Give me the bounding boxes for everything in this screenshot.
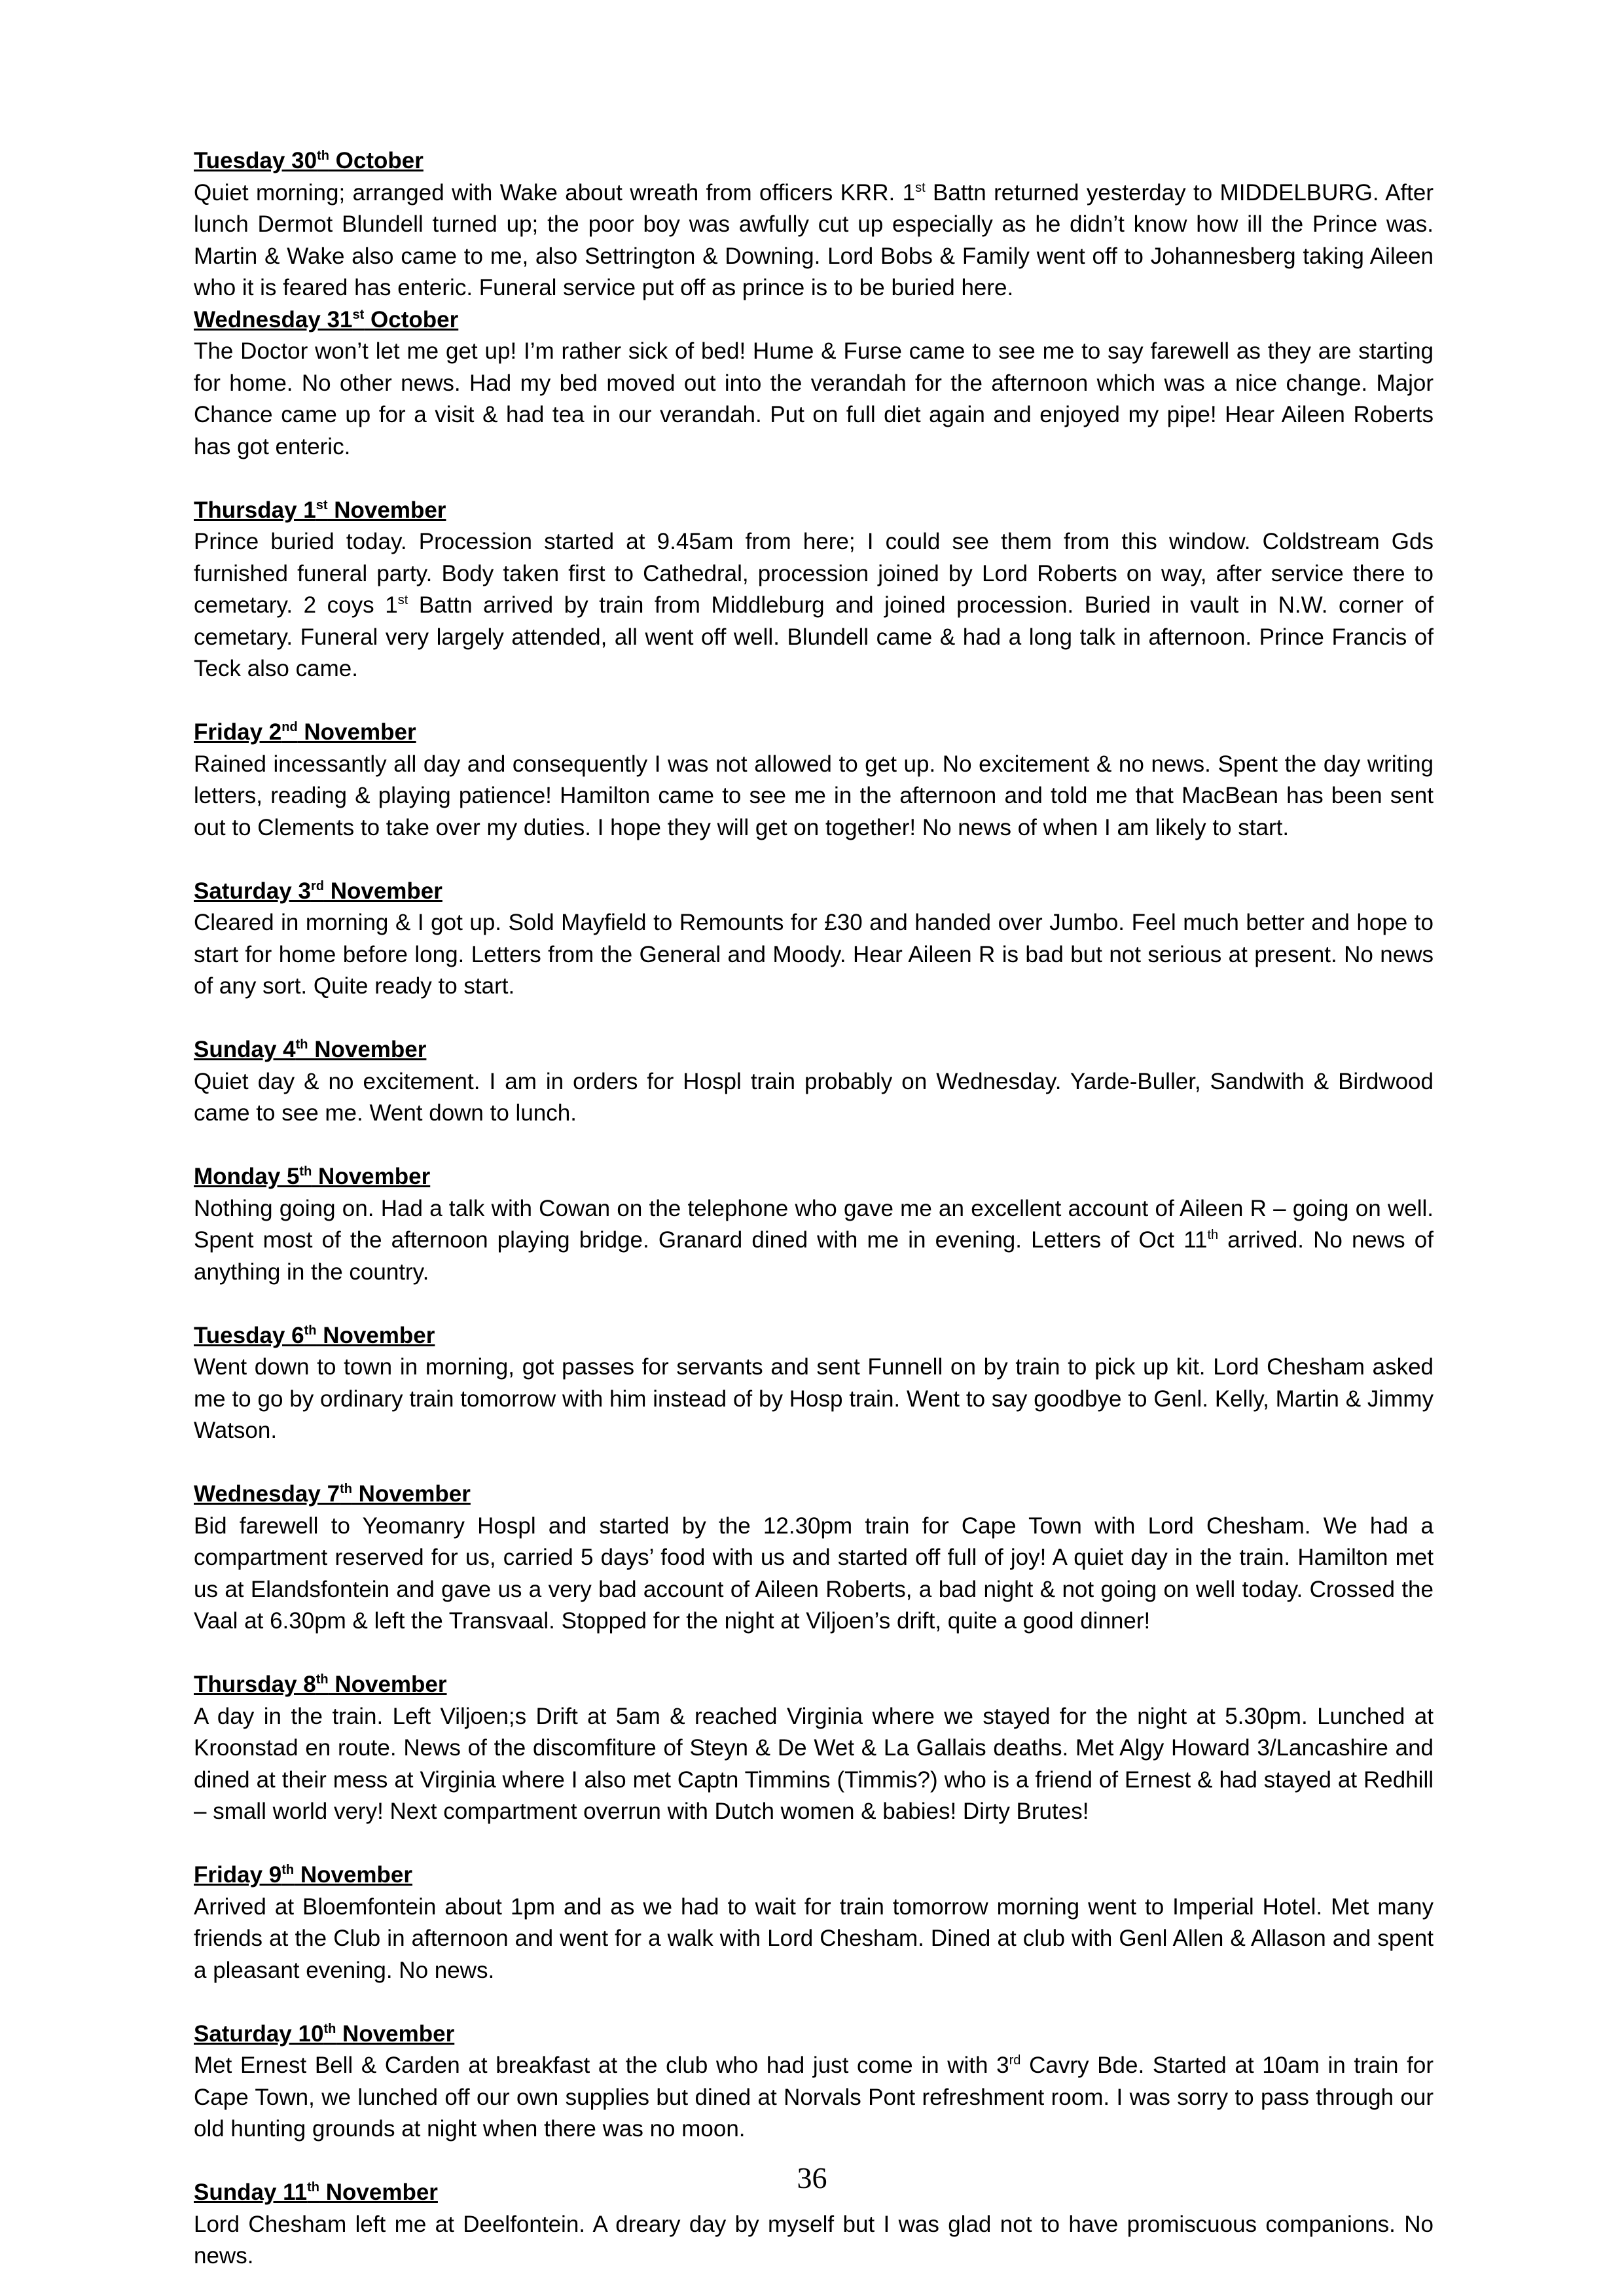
diary-entry — [194, 1669, 1434, 1828]
entry-ordinal: th — [317, 149, 329, 163]
entry-text-superscript: rd — [1009, 2053, 1021, 2068]
entry-day: Saturday 3 — [194, 878, 311, 904]
entry-day: Tuesday 30 — [194, 148, 317, 173]
entry-date-heading — [194, 495, 1434, 527]
entry-day: Saturday 10 — [194, 2020, 324, 2047]
entry-day: Thursday 1 — [194, 497, 316, 523]
entry-text — [194, 2050, 1434, 2145]
entry-date-heading — [194, 1320, 1434, 1352]
diary-entry — [194, 304, 1434, 463]
entry-text — [194, 177, 1434, 304]
diary-entry — [194, 145, 1434, 304]
entry-ordinal: st — [352, 307, 365, 322]
entry-date-heading — [194, 145, 1434, 177]
entry-ordinal: th — [299, 1164, 312, 1179]
entry-day: Monday 5 — [194, 1164, 300, 1189]
entry-text-superscript: st — [397, 593, 408, 607]
entry-text — [194, 526, 1434, 685]
diary-entry — [194, 1034, 1434, 1130]
entry-text-segment: Bid farewell to Yeomanry Hospl and started by the 12.30pm train for Cape Town with Lord Chesham. We had a compartment reserved for us, carried 5 days’ food with us and started off full of joy! A quiet day in the train. Hamilton met us at Elandsfontein and gave us a very bad account of Aileen Roberts, a bad night & not going on well today. Crossed the Vaal at 6.30pm & left the Transvaal. Stopped for the night at Viljoen’s drift, quite a good dinner! — [194, 1513, 1434, 1634]
entry-month: November — [336, 2020, 455, 2047]
entry-text — [194, 749, 1434, 844]
entry-date-heading — [194, 717, 1434, 749]
entry-ordinal: th — [340, 1482, 352, 1496]
entry-text-segment: The Doctor won’t let me get up! I’m rather sick of bed! Hume & Furse came to see me to say farewell as they are starting for home. No other news. Had my bed moved out into the verandah for the afternoon which was a nice change. Major Chance came up for a visit & had tea in our verandah. Put on full diet again and enjoyed my pipe! Hear Aileen Roberts has got enteric. — [194, 338, 1434, 459]
diary-entry — [194, 876, 1434, 1003]
entry-date-heading — [194, 304, 1434, 336]
entry-month: November — [316, 1322, 435, 1348]
entry-day: Thursday 8 — [194, 1672, 316, 1697]
entry-day: Wednesday 31 — [194, 306, 353, 332]
diary-entry — [194, 1320, 1434, 1447]
entry-ordinal: th — [323, 2021, 336, 2036]
entry-day: Friday 2 — [194, 719, 282, 745]
entry-date-heading — [194, 1479, 1434, 1511]
entry-month: November — [323, 878, 442, 904]
entry-text-segment: Lord Chesham left me at Deelfontein. A dreary day by myself but I was glad not to have promiscuous companions. No news. — [194, 2211, 1434, 2269]
entry-text-segment: Battn returned yesterday to MIDDELBURG. After lunch Dermot Blundell turned up; the poor boy was awfully cut up especially as he didn’t know how ill the Prince was. Martin & Wake also came to me, also Settrington & Downing. Lord Bobs & Family went off to Johannesberg taking Aileen who it is feared has enteric. Funeral service put off as prince is to be buried here. — [194, 179, 1434, 300]
entry-ordinal: rd — [310, 878, 324, 893]
entry-month: November — [312, 1164, 431, 1189]
diary-entry — [194, 1859, 1434, 1986]
entry-date-heading — [194, 1859, 1434, 1892]
entry-text-segment: Nothing going on. Had a talk with Cowan on the telephone who gave me an excellent account of Aileen R – going on well. Spent most of the afternoon playing bridge. Granard dined with me in evening. Letters of Oct 11 — [194, 1195, 1434, 1253]
diary-entry — [194, 1161, 1434, 1288]
entry-text-segment: Rained incessantly all day and consequently I was not allowed to get up. No excitement & no news. Spent the day writing letters, reading & playing patience! Hamilton came to see me in the afternoon and told me that MacBean has been sent out to Clements to take over my duties. I hope they will get on together! No news of when I am likely to start. — [194, 751, 1434, 840]
entry-text — [194, 2209, 1434, 2272]
entry-text — [194, 1511, 1434, 1638]
diary-entry — [194, 1479, 1434, 1638]
entry-ordinal: nd — [281, 720, 298, 734]
entry-ordinal: th — [295, 1037, 308, 1052]
entry-ordinal: th — [304, 1323, 317, 1338]
entry-month: October — [364, 306, 459, 332]
entry-text-superscript: th — [1207, 1228, 1219, 1242]
entry-date-heading — [194, 2018, 1434, 2051]
entry-text-segment: Arrived at Bloemfontein about 1pm and as we had to wait for train tomorrow morning went to Imperial Hotel. Met many friends at the Club in afternoon and went for a walk with Lord Chesham. Dined at club with Genl Allen & Allason and spent a pleasant evening. No news. — [194, 1893, 1434, 1983]
entry-text-segment: Met Ernest Bell & Carden at breakfast at the club who had just come in with 3 — [194, 2053, 1009, 2078]
entry-ordinal: th — [281, 1863, 295, 1877]
entry-date-heading — [194, 1669, 1434, 1701]
entry-text — [194, 1352, 1434, 1447]
entry-day: Sunday 11 — [194, 2179, 308, 2205]
entry-text — [194, 1193, 1434, 1289]
entry-day: Wednesday 7 — [194, 1481, 340, 1507]
entry-month: November — [319, 2179, 438, 2205]
entry-month: November — [328, 1672, 447, 1697]
entry-date-heading — [194, 1034, 1434, 1066]
entry-text-segment: Prince buried today. Procession started at 9.45am from here; I could see them from this window. Coldstream Gds furnished funeral party. Body taken first to Cathedral, procession joined by Lord Roberts on way, after service there to cemetary. 2 coys 1 — [194, 529, 1434, 618]
entry-text — [194, 907, 1434, 1003]
diary-entry — [194, 495, 1434, 685]
entry-day: Sunday 4 — [194, 1037, 296, 1062]
diary-entries — [194, 145, 1434, 2272]
entry-date-heading — [194, 876, 1434, 908]
entry-month: October — [329, 148, 424, 173]
entry-ordinal: th — [307, 2180, 320, 2195]
entry-month: November — [352, 1481, 471, 1507]
entry-month: November — [294, 1862, 413, 1888]
page-number: 36 — [797, 2161, 827, 2195]
entry-text — [194, 1892, 1434, 1987]
entry-month: November — [297, 719, 416, 745]
entry-text-segment: Quiet morning; arranged with Wake about wreath from officers KRR. 1 — [194, 179, 916, 206]
entry-text-segment: Cavry Bde. Started at 10am in train for Cape Town, we lunched off our own supplies but dined at Norvals Pont refreshment room. I was sorry to pass through our old hunting grounds at night when there was no moon. — [194, 2053, 1434, 2142]
diary-entry — [194, 2018, 1434, 2145]
entry-day: Friday 9 — [194, 1862, 282, 1888]
entry-ordinal: st — [316, 497, 328, 512]
entry-text-superscript: st — [915, 180, 926, 195]
entry-ordinal: th — [316, 1672, 329, 1687]
entry-date-heading — [194, 1161, 1434, 1193]
entry-text-segment: Went down to town in morning, got passes for servants and sent Funnell on by train to pick up kit. Lord Chesham asked me to go by ordinary train tomorrow with him instead of by Hosp train. Went to say goodbye to Genl. Kelly, Martin & Jimmy Watson. — [194, 1354, 1434, 1443]
entry-text — [194, 1701, 1434, 1828]
entry-text — [194, 1066, 1434, 1130]
entry-text-segment: Quiet day & no excitement. I am in orders for Hospl train probably on Wednesday. Yarde-Buller, Sandwith & Birdwood came to see me. Went down to lunch. — [194, 1068, 1434, 1126]
entry-month: November — [327, 497, 446, 523]
entry-text-segment: arrived. No news of anything in the country. — [194, 1227, 1434, 1285]
diary-entry — [194, 717, 1434, 844]
entry-text-segment: Cleared in morning & I got up. Sold Mayfield to Remounts for £30 and handed over Jumbo. Feel much better and hope to start for home before long. Letters from the General and Moody. Hear Aileen R is bad but not serious at present. No news of any sort. Quite ready to start. — [194, 910, 1434, 999]
entry-month: November — [308, 1037, 427, 1062]
diary-page — [194, 145, 1434, 2272]
entry-day: Tuesday 6 — [194, 1322, 304, 1348]
entry-text — [194, 336, 1434, 463]
entry-text-segment: Battn arrived by train from Middleburg and joined procession. Buried in vault in N.W. corner of cemetary. Funeral very largely attended, all went off well. Blundell came & had a long talk in afternoon. Prince Francis of Teck also came. — [194, 592, 1434, 681]
entry-text-segment: A day in the train. Left Viljoen;s Drift at 5am & reached Virginia where we stayed for the night at 5.30pm. Lunched at Kroonstad en route. News of the discomfiture of Steyn & De Wet & La Gallais deaths. Met Algy Howard 3/Lancashire and dined at their mess at Virginia where I also met Captn Timmins (Timmis?) who is a friend of Ernest & had stayed at Redhill – small world very! Next compartment overrun with Dutch women & babies! Dirty Brutes! — [194, 1703, 1434, 1824]
